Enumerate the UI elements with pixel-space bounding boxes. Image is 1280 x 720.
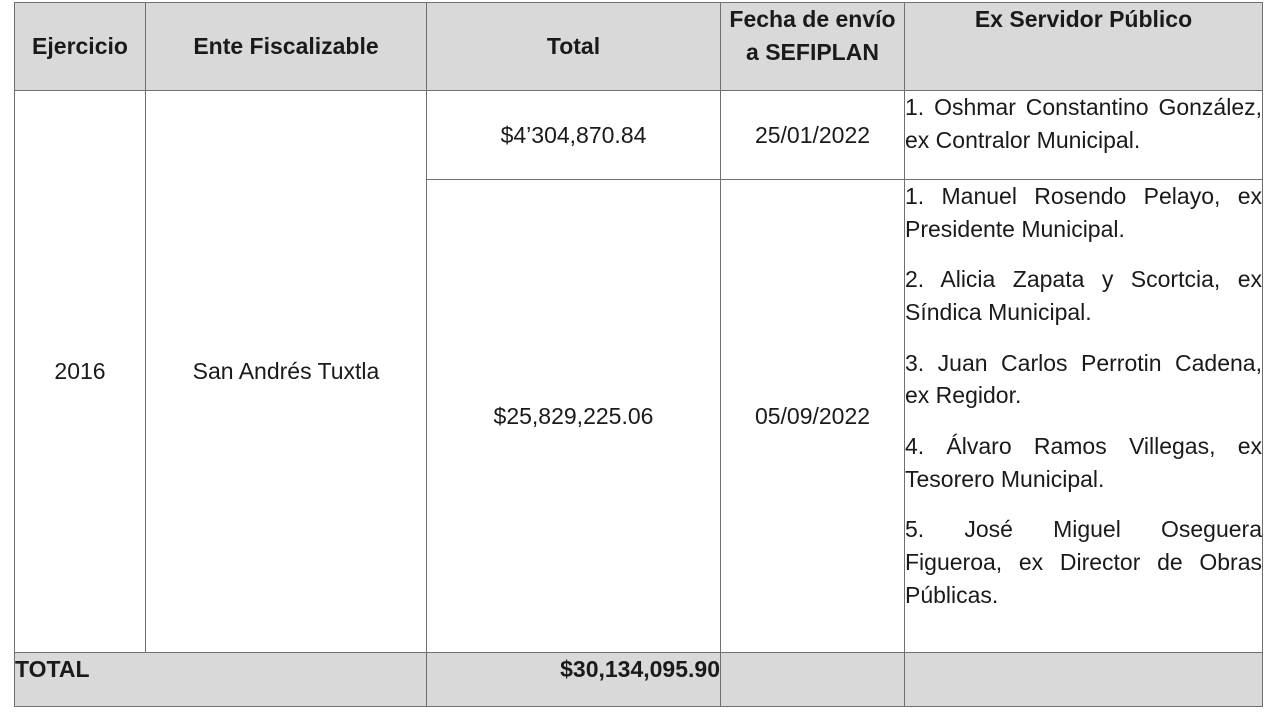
header-fecha-envio: Fecha de envío a SEFIPLAN [721, 3, 905, 91]
header-total: Total [427, 3, 721, 91]
total-cell: $25,829,225.06 [427, 180, 721, 653]
fecha-cell: 25/01/2022 [721, 91, 905, 180]
fecha-cell: 05/09/2022 [721, 180, 905, 653]
ente-cell: San Andrés Tuxtla [146, 91, 427, 653]
ex-servidor-item: 1. Oshmar Constantino González, ex Contralor Municipal. [905, 94, 1262, 153]
audit-table [14, 2, 1263, 707]
total-row [15, 653, 1263, 707]
ejercicio-cell: 2016 [15, 91, 146, 653]
total-amount: $30,134,095.90 [427, 653, 721, 707]
table-row [15, 91, 1263, 180]
ex-servidor-cell [905, 180, 1263, 653]
total-ex-empty [905, 653, 1263, 707]
header-ente-fiscalizable: Ente Fiscalizable [146, 3, 427, 91]
ex-servidor-item: 5. José Miguel Oseguera Figueroa, ex Director de Obras Públicas. [905, 516, 1262, 608]
ex-servidor-item: 3. Juan Carlos Perrotin Cadena, ex Regidor. [905, 349, 1262, 409]
total-label: TOTAL [15, 653, 427, 707]
ex-servidor-item: 2. Alicia Zapata y Scortcia, ex Síndica Municipal. [905, 266, 1262, 325]
header-ex-servidor: Ex Servidor Público [905, 3, 1263, 91]
table-header-row [15, 3, 1263, 91]
ex-servidor-item: 1. Manuel Rosendo Pelayo, ex Presidente Municipal. [905, 183, 1262, 242]
total-fecha-empty [721, 653, 905, 707]
header-ejercicio: Ejercicio [15, 3, 146, 91]
ex-servidor-cell [905, 91, 1263, 180]
total-cell: $4’304,870.84 [427, 91, 721, 180]
ex-servidor-item: 4. Álvaro Ramos Villegas, ex Tesorero Municipal. [905, 432, 1262, 492]
